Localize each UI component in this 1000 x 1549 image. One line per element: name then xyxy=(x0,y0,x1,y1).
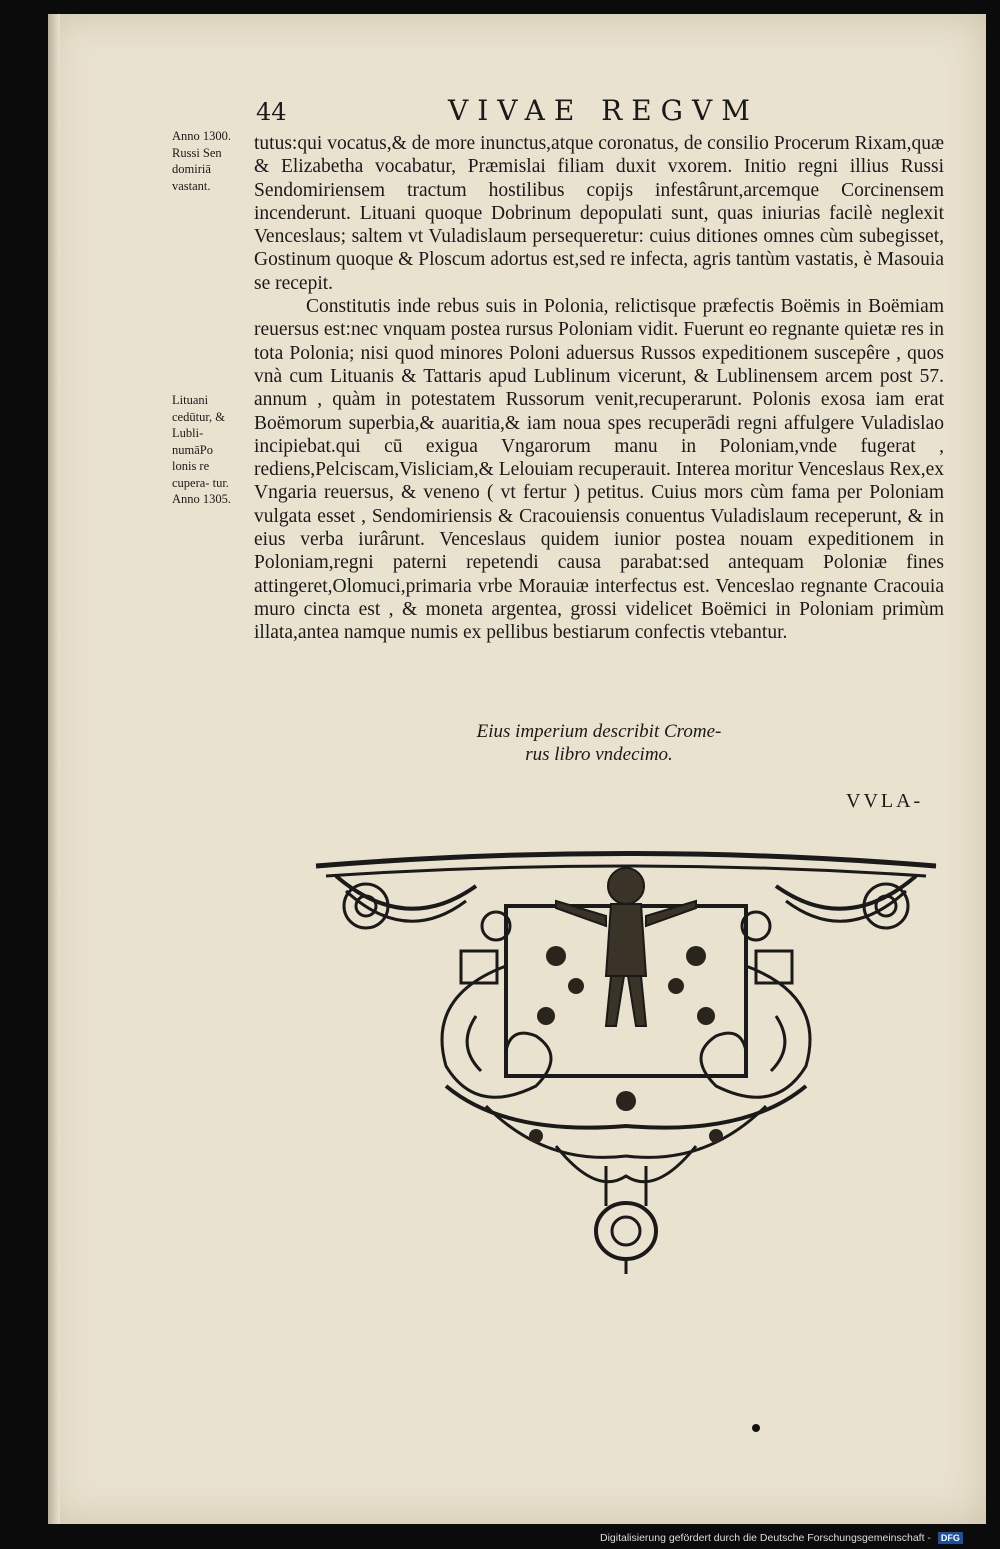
digitization-footer xyxy=(600,1532,963,1546)
running-head xyxy=(48,90,986,130)
closing-line-1: Eius imperium describit Crome- xyxy=(476,721,722,742)
dfg-logo-icon: DFG xyxy=(938,1532,963,1544)
catchword: VVLA- xyxy=(846,790,924,812)
closing-line-2: rus libro vndecimo. xyxy=(525,744,673,765)
margin-note-1: Anno 1300. Russi Sen domiriā vastant. xyxy=(172,129,232,193)
footer-text: Digitalisierung gefördert durch die Deutsche Forschungsgemeinschaft - xyxy=(600,1532,931,1544)
tailpiece-ornament-image xyxy=(306,846,946,1276)
margin-note-2: Lituani cedūtur, & Lubli- numāPo lonis re cupera- tur. Anno 1305. xyxy=(172,393,232,506)
main-text xyxy=(254,132,944,645)
closing-note xyxy=(254,720,944,766)
ink-dot xyxy=(752,1424,760,1432)
page-gutter-shadow xyxy=(48,14,60,1524)
running-title: VIVAE REGVM xyxy=(448,94,759,127)
page-number: 44 xyxy=(256,98,287,126)
paragraph-2: Constitutis inde rebus suis in Polonia, relictisque præfectis Boëmis in Boëmiam reuersus est:nec vnquam postea rursus Poloniam vidit. Fuerunt eo regnante quietæ res in tota Polonia; nisi quod minores Poloni aduersus Russos expeditionem suscepêre , quos vnà cum Lituanis & Tattaris apud Lublinum vicerunt, & Lublinensem arcem post 57. annum , quàm in potestatem Russorum venit,recuperarunt. Polonis exosa iam erat Boëmorum superbia,& auaritia,& iam noua spes recuperādi regni affulgere Vuladislao incipiebat.qui cū exigua Vngarorum manu in Poloniam,vnde fugerat , rediens,Pelciscam,Visliciam,& Lelouiam recuperauit. Interea moritur Venceslaus Rex,ex Vngaria reuersus, & veneno ( vt fertur ) petitus. Cuius mors cùm fama per Poloniam vulgata esset , Sendomiriensis & Cracouiensis conuentus Vuladislaum receperunt, & in eius verba iurârunt. Venceslaus quidem iunior postea nouam expeditionem in Poloniam,regni paterni repetendi causa parabat:sed antequam Poloniæ fines attingeret,Olomuci,primaria vrbe Morauiæ interfectus est. Venceslao regnante Cracouia muro cincta est , & moneta argentea, grossi videlicet Boëmici in Poloniam primùm illata,antea namque numis ex pellibus bestiarum confectis vtebantur. xyxy=(254,296,944,644)
book-page xyxy=(48,14,986,1524)
paragraph-1: tutus:qui vocatus,& de more inunctus,atque coronatus, de consilio Procerum Rixam,quæ & Elizabetha vocabatur, Præmislai filiam duxit vxorem. Initio regni illius Russi Sendomiriensem tractum hostilibus copijs infestârunt,arcemque Corcinensem incenderunt. Lituani quoque Dobrinum depopulati sunt, quas iniurias facilè neglexit Venceslaus; saltem vt Vuladislaum persequeretur: cuius ditiones omnes cùm subegisset, Gostinum quoque & Ploscum adortus est,sed re infecta, agris tantùm vastatis, è Masouia se recepit. xyxy=(254,133,944,294)
